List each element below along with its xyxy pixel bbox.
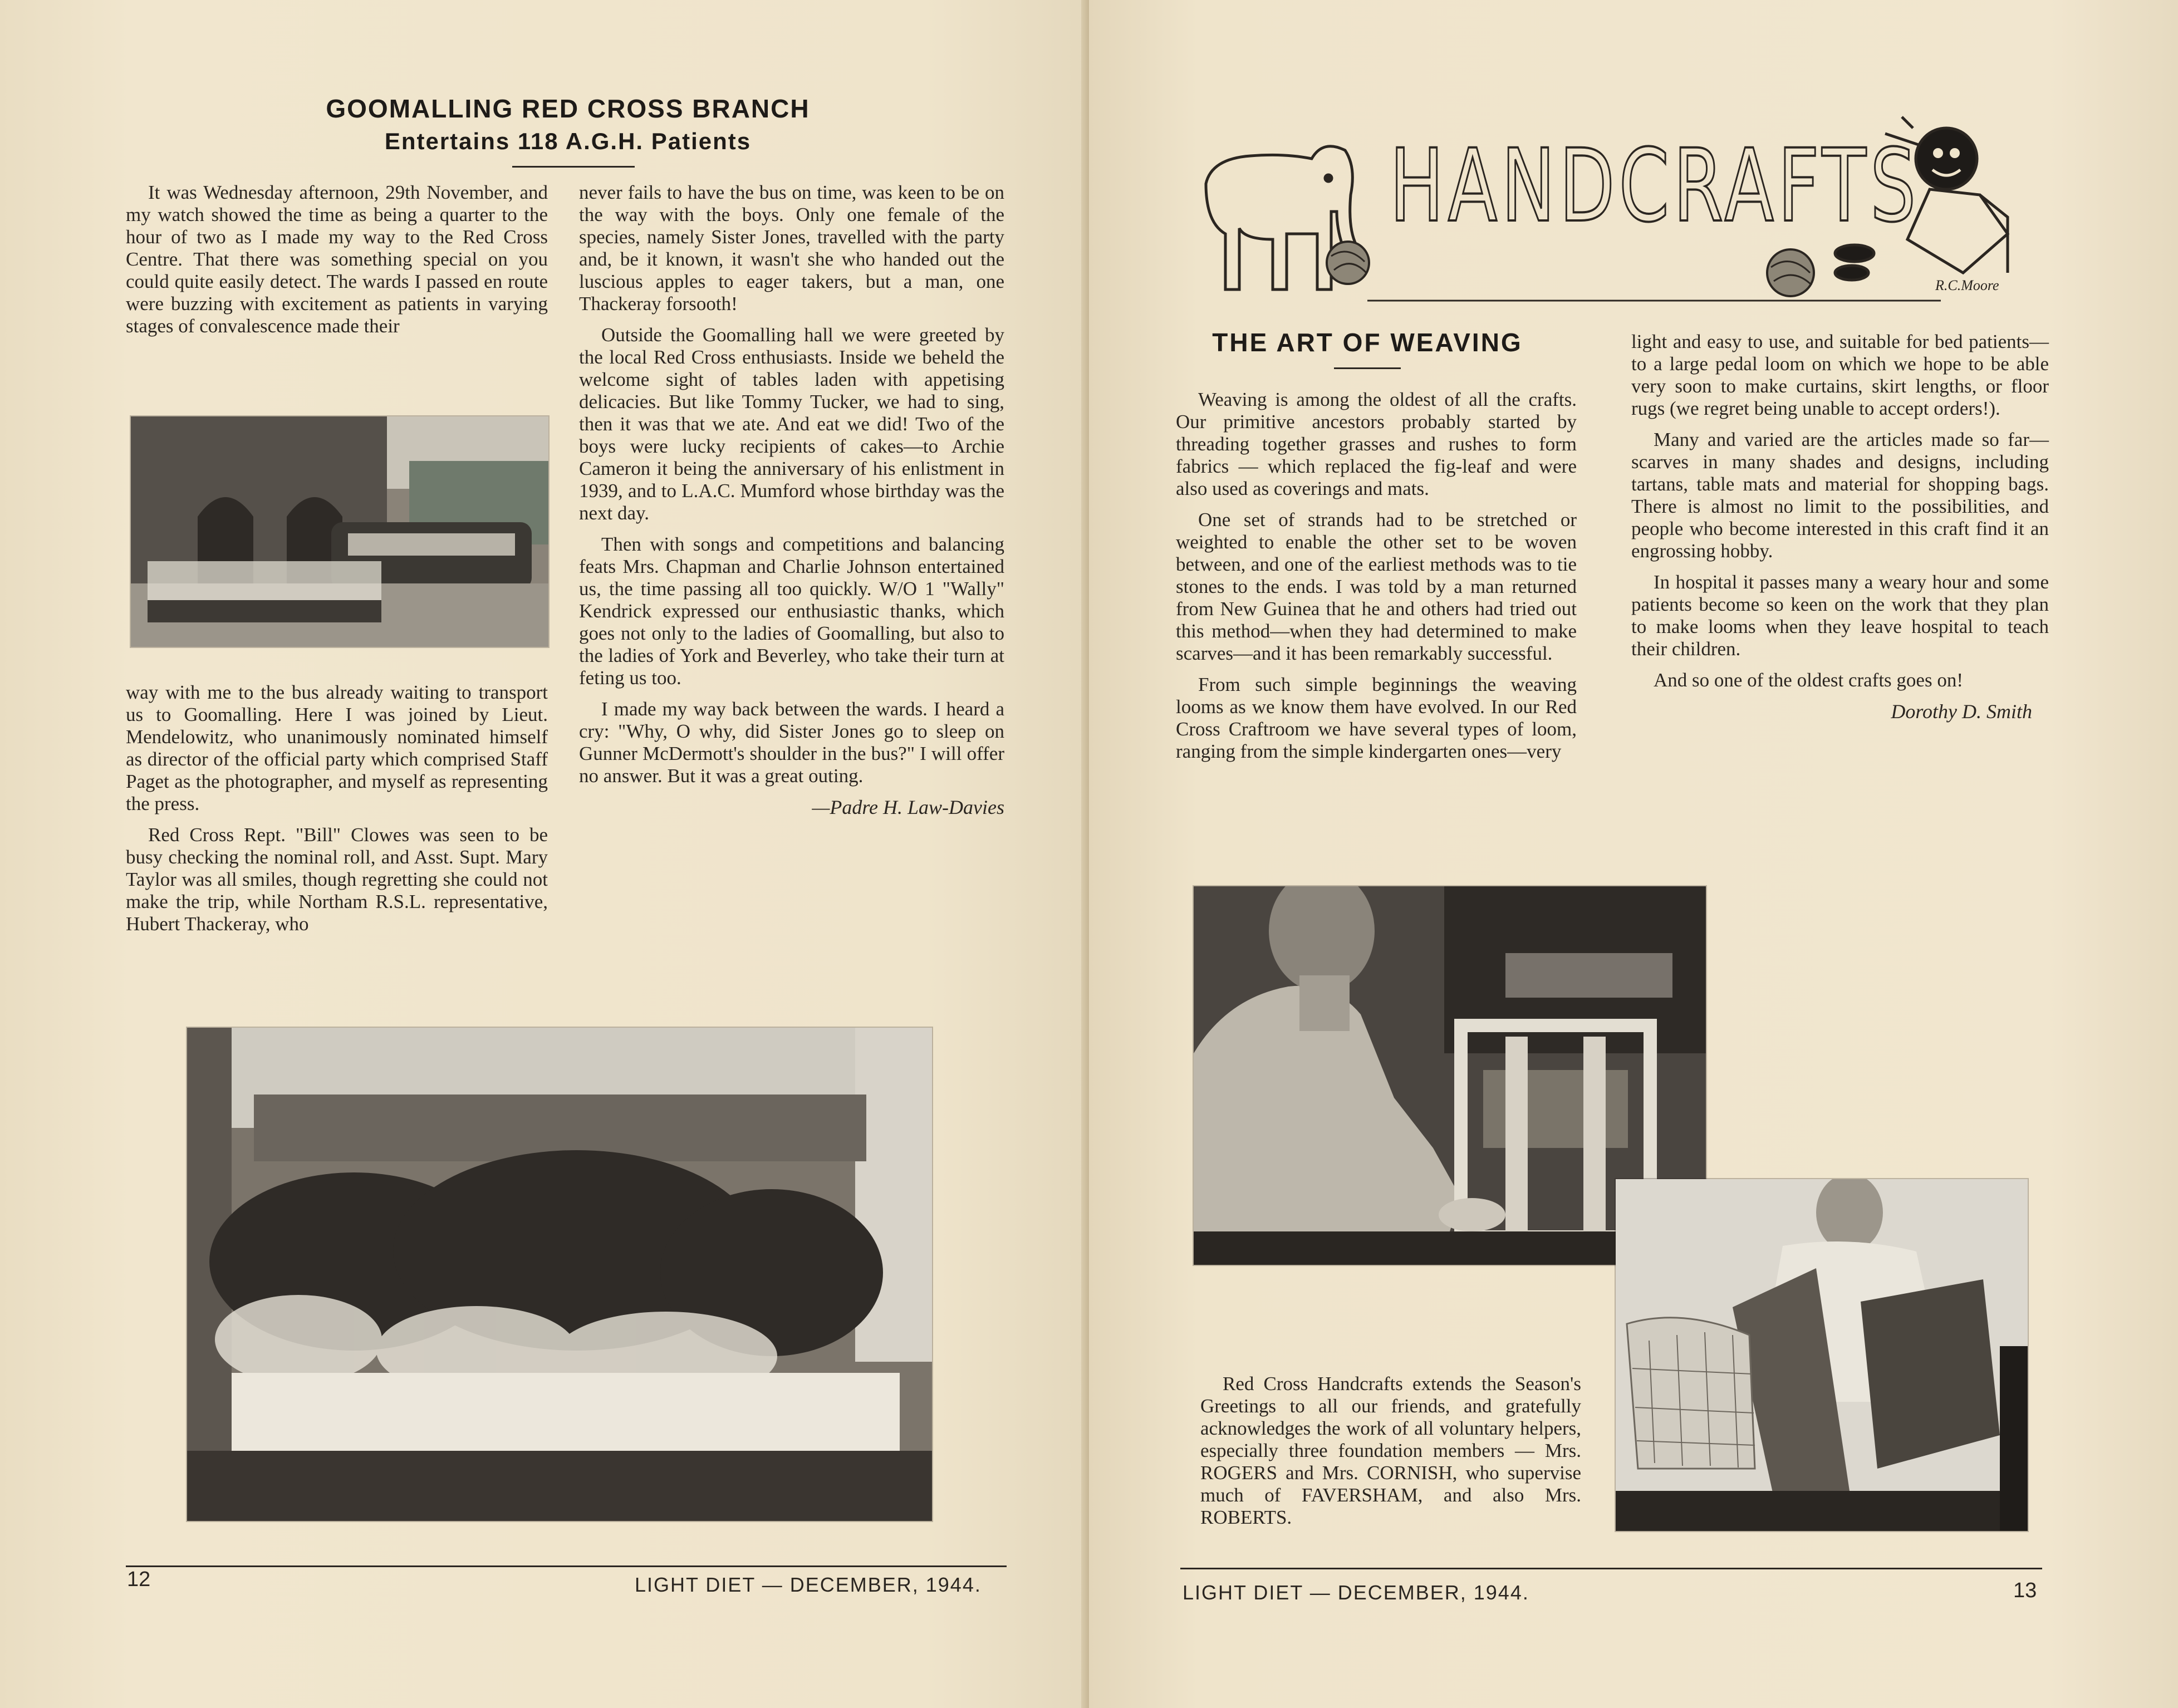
article-column-2 [579,181,1004,818]
article-signature: —Padre H. Law-Davies [812,796,1004,818]
paragraph: Weaving is among the oldest of all the crafts. Our primitive ancestors probably started by threading together grasses and rushes to form fabrics — which replaced the fig-leaf and were also used as coverings and mats. [1176,389,1577,499]
right-page [1089,0,2178,1708]
paragraph: Outside the Goomalling hall we were greeted by the local Red Cross enthusiasts. Inside we beheld the welcome sight of tables laden with appetising delicacies. But like Tommy Tucker, we had to sing, then it was that we ate. And eat we did! Two of the boys were lucky recipients of cakes—to Archie Cameron it being the anniversary of his enlistment in 1939, and to L.A.C. Mumford whose birthday was the next day. [579,324,1004,524]
article-headline: GOOMALLING RED CROSS BRANCH [326,94,810,123]
footer-rule [126,1565,1007,1567]
page-number: 12 [127,1568,151,1591]
yarn-ball-icon [1327,242,1369,284]
page-number: 13 [2013,1579,2037,1602]
article-headline: THE ART OF WEAVING [1212,328,1523,357]
page-footer: LIGHT DIET — DECEMBER, 1944. [635,1573,982,1596]
paragraph: never fails to have the bus on time, was keen to be on the way with the boys. Only one female of the species, namely Sister Jones, travelled with the party and, be it known, it wasn't she who handed out the luscious apples to eager takers, but a man, one Thackeray forsooth! [579,181,1004,315]
paragraph: And so one of the oldest crafts goes on! [1654,669,1963,691]
paragraph: I made my way back between the wards. I heard a cry: "Why, O why, did Sister Jones go to sleep on Gunner McDermott's shoulder in the bus?" I will offer no answer. But it was a great outing. [579,698,1004,787]
paragraph: One set of strands had to be stretched or weighted to enable the other set to be woven between, and one of the earliest methods was to tie stones to the ends. I was told by a man returned from New Guinea that he and others had tried out this method—when they had determined to make scarves—and it has been remarkably successful. [1176,509,1577,664]
paragraph: In hospital it passes many a weary hour and some patients become so keen on the work that they plan to make looms when they leave hospital to teach their children. [1631,571,2049,660]
footer-rule [1180,1568,2042,1569]
paragraph: way with me to the bus already waiting to transport us to Goomalling. Here I was joined by Lieut. Mendelowitz, who unanimously nominated himself as director of the official party which comprised Staff Paget as the photographer, and myself as representing the press. [126,681,548,814]
photo-bus-outside-hall [131,416,548,647]
paragraph: light and easy to use, and suitable for bed patients—to a large pedal loom on which we hope to be able very soon to make curtains, skirt lengths, or floor rugs (we regret being unable to accept orders!). [1631,331,2049,419]
paragraph: It was Wednesday afternoon, 29th November, and my watch showed the time as being a quarter to the hour of two as I made my way to the Red Cross Centre. That there was something special on you could quite easily detect. The wards I passed en route were buzzing with excitement as patients in varying stages of convalescence made their [126,181,548,337]
headline-rule [1334,367,1401,369]
handcrafts-banner-title: HANDCRAFTS [1390,128,1920,244]
paragraph: Red Cross Rept. "Bill" Clowes was seen to be busy checking the nominal roll, and Asst. Supt. Mary Taylor was all smiles, though regretting she could not make the trip, while Northam R.S.L. representative, Hubert Thackeray, who [126,824,548,935]
paragraph: Many and varied are the articles made so far—scarves in many shades and designs, including tartans, table mats and material for shopping bags. There is almost no limit to the possibilities, and people who become interested in this craft find it an engrossing hobby. [1631,429,2049,562]
paragraph: From such simple beginnings the weaving looms as we know them have evolved. In our Red Cross Craftroom we have several types of loom, ranging from the simple kindergarten ones—very [1176,674,1577,762]
article-column-1-top [126,181,548,346]
photo-man-holding-scarves [1616,1179,2028,1531]
article-subheadline: Entertains 118 A.G.H. Patients [384,128,752,154]
article-column-1-bottom [126,681,548,944]
article-signature: Dorothy D. Smith [1891,700,2032,723]
yarn-ball-icon [1767,249,1814,296]
artist-signature: R.C.Moore [1935,277,1999,293]
article-column-2 [1631,331,2049,723]
headline-rule [512,166,635,168]
page-footer: LIGHT DIET — DECEMBER, 1944. [1183,1581,1529,1604]
paragraph: Then with songs and competitions and balancing feats Mrs. Chapman and Charlie Johnson entertained us, the time passing all too quickly. W/O 1 "Wally" Kendrick expressed our enthusiastic thanks, which goes not only to the ladies of Goomalling, but also to the ladies of York and Beverley, who take their turn at feting us too. [579,533,1004,689]
paragraph: Red Cross Handcrafts extends the Season's Greetings to all our friends, and gratefully acknowledges the work of all voluntary helpers, especially three foundation members — Mrs. ROGERS and Mrs. CORNISH, who supervise much of FAVERSHAM, and also Mrs. ROBERTS. [1200,1373,1581,1528]
seasons-greetings-notice [1200,1373,1581,1538]
photo-group-at-tables [187,1028,932,1521]
article-column-1 [1176,389,1577,772]
